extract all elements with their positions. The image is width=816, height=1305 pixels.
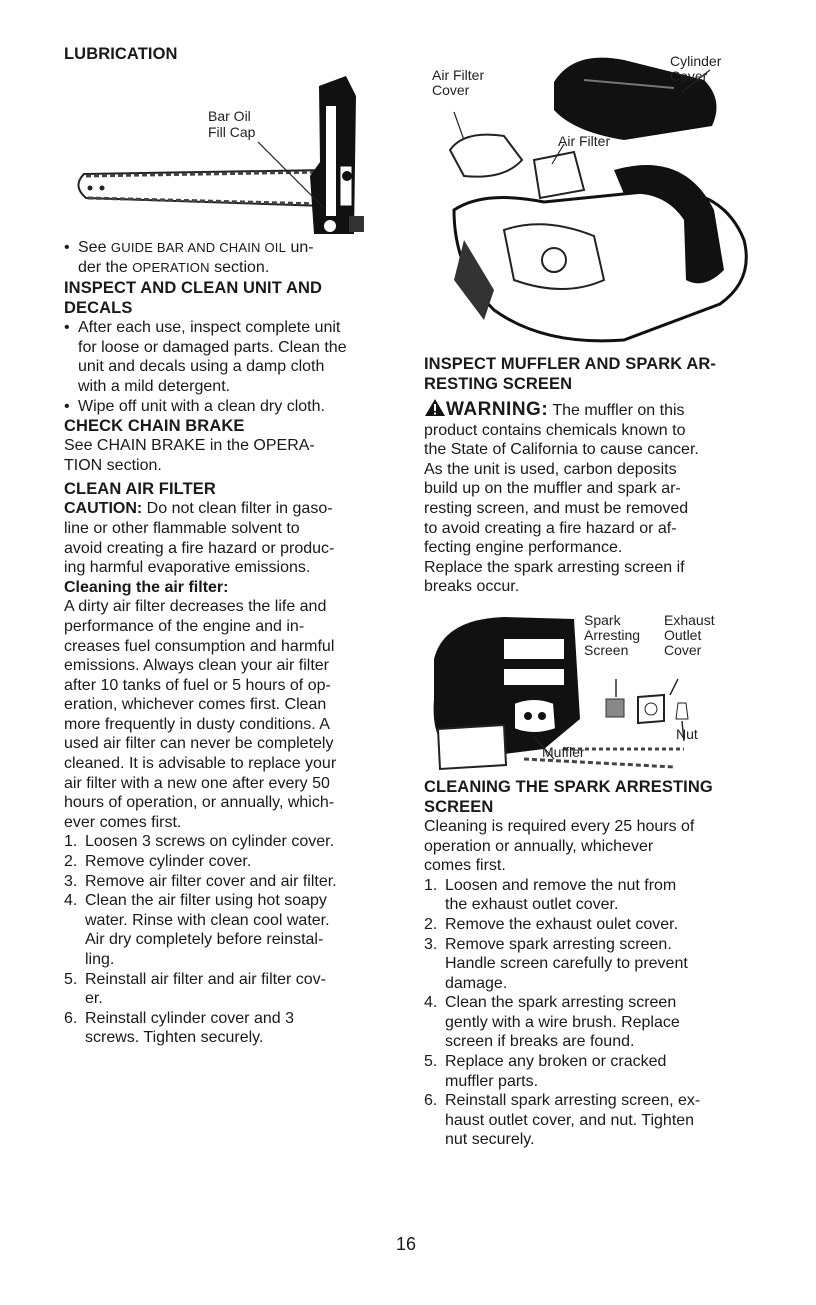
cleaning-screen-heading: CLEANING THE SPARK ARRESTING SCREEN bbox=[424, 777, 713, 816]
inspect-bullet-1: • After each use, inspect complete unit for loose or damaged parts. Clean the unit and decals using a damp cloth with a mild detergent. bbox=[64, 318, 404, 396]
left-column bbox=[64, 0, 404, 1048]
bar-oil-label: Bar Oil bbox=[208, 108, 251, 124]
cleaning-air-filter-subheading: Cleaning the air filter: bbox=[64, 578, 229, 596]
lubrication-heading: LUBRICATION bbox=[64, 45, 178, 63]
fill-cap-label: Fill Cap bbox=[208, 124, 256, 140]
warning-text: WARNING: The muffler on this product contains chemicals known to the State of California to cause cancer. As the unit is used, carbon deposits build up on the muffler and spark ar- resting screen, and must be removed to avoid creating a fire hazard or af- fecting engine performance. Replace the spark arresting screen if breaks occur. bbox=[424, 399, 699, 596]
list-item: 5. Replace any broken or cracked muffler parts. bbox=[424, 1053, 667, 1090]
clean-air-filter-heading: CLEAN AIR FILTER bbox=[64, 480, 216, 499]
list-item: 5. Reinstall air filter and air filter cov- er. bbox=[64, 970, 326, 1008]
air-filter-steps bbox=[64, 832, 404, 1048]
chain-brake-text: See CHAIN BRAKE in the OPERA- TION section. bbox=[64, 437, 315, 474]
exhaust-outlet-cover-label: Exhaust Outlet Cover bbox=[664, 611, 715, 658]
spark-arresting-screen-label: Spark Arresting Screen bbox=[584, 611, 641, 658]
air-filter-figure bbox=[424, 40, 774, 352]
list-item: 6. Reinstall spark arresting screen, ex- haust outlet cover, and nut. Tighten nut securely. bbox=[424, 1092, 701, 1149]
muffler-figure bbox=[424, 599, 774, 777]
list-item: 3. Remove spark arresting screen. Handle screen carefully to prevent damage. bbox=[424, 935, 688, 992]
cleaning-text: A dirty air filter decreases the life and performance of the engine and in- creases fuel consumption and harmful emissions. Always clean your air filter after 10 tanks of fuel or 5 hours of op- eration, whichever comes first. Clean more frequently in dusty conditions. A used air filter can never be completely cleaned. It is advisable to replace your air filter with a new one after every 50 hours of operation, or annually, which- ever comes first. bbox=[64, 598, 337, 831]
muffler-label: Muffler bbox=[542, 743, 585, 760]
caution-text: CAUTION: Do not clean filter in gaso- line or other flammable solvent to avoid creating a fire hazard or produc- ing harmful evaporative emissions. bbox=[64, 500, 335, 577]
cleaning-screen-intro: Cleaning is required every 25 hours of operation or annually, whichever comes first. bbox=[424, 817, 695, 875]
warning-triangle-icon bbox=[424, 398, 446, 417]
check-chain-brake-heading: CHECK CHAIN BRAKE bbox=[64, 417, 245, 436]
list-item: 1. Loosen 3 screws on cylinder cover. bbox=[64, 833, 335, 851]
warning-word: WARNING: bbox=[446, 399, 549, 420]
inspect-clean-heading: INSPECT AND CLEAN UNIT AND DECALS bbox=[64, 279, 323, 318]
air-filter-label: Air Filter bbox=[558, 133, 611, 149]
list-item: 4. Clean the air filter using hot soapy water. Rinse with clean cool water. Air dry completely before reinstal- ling. bbox=[64, 892, 330, 968]
page-number: 16 bbox=[396, 1234, 417, 1254]
list-item: 2. Remove the exhaust oulet cover. bbox=[424, 915, 679, 933]
list-item: 4. Clean the spark arresting screen gently with a wire brush. Replace screen if breaks are found. bbox=[424, 994, 680, 1051]
muffler-heading: INSPECT MUFFLER AND SPARK AR- RESTING SCREEN bbox=[424, 355, 716, 393]
cylinder-cover-label: Cylinder Cover bbox=[670, 53, 722, 84]
chainsaw-bar-illustration bbox=[64, 66, 404, 236]
list-item: 3. Remove air filter cover and air filter. bbox=[64, 872, 337, 890]
right-column bbox=[424, 0, 774, 1150]
inspect-bullet-2: • Wipe off unit with a clean dry cloth. bbox=[64, 397, 404, 417]
spark-screen-steps bbox=[424, 876, 774, 1150]
lubrication-bullet: • See GUIDE BAR AND CHAIN OIL un- der the OPERATION section. bbox=[64, 238, 404, 277]
list-item: 6. Reinstall cylinder cover and 3 screws. Tighten securely. bbox=[64, 1009, 294, 1047]
caution-word: CAUTION: bbox=[64, 500, 143, 518]
list-item: 2. Remove cylinder cover. bbox=[64, 853, 252, 871]
nut-label: Nut bbox=[676, 725, 698, 742]
bar-oil-figure bbox=[64, 66, 404, 236]
list-item: 1. Loosen and remove the nut from the exhaust outlet cover. bbox=[424, 876, 677, 914]
air-filter-cover-label: Air Filter Cover bbox=[432, 67, 485, 98]
